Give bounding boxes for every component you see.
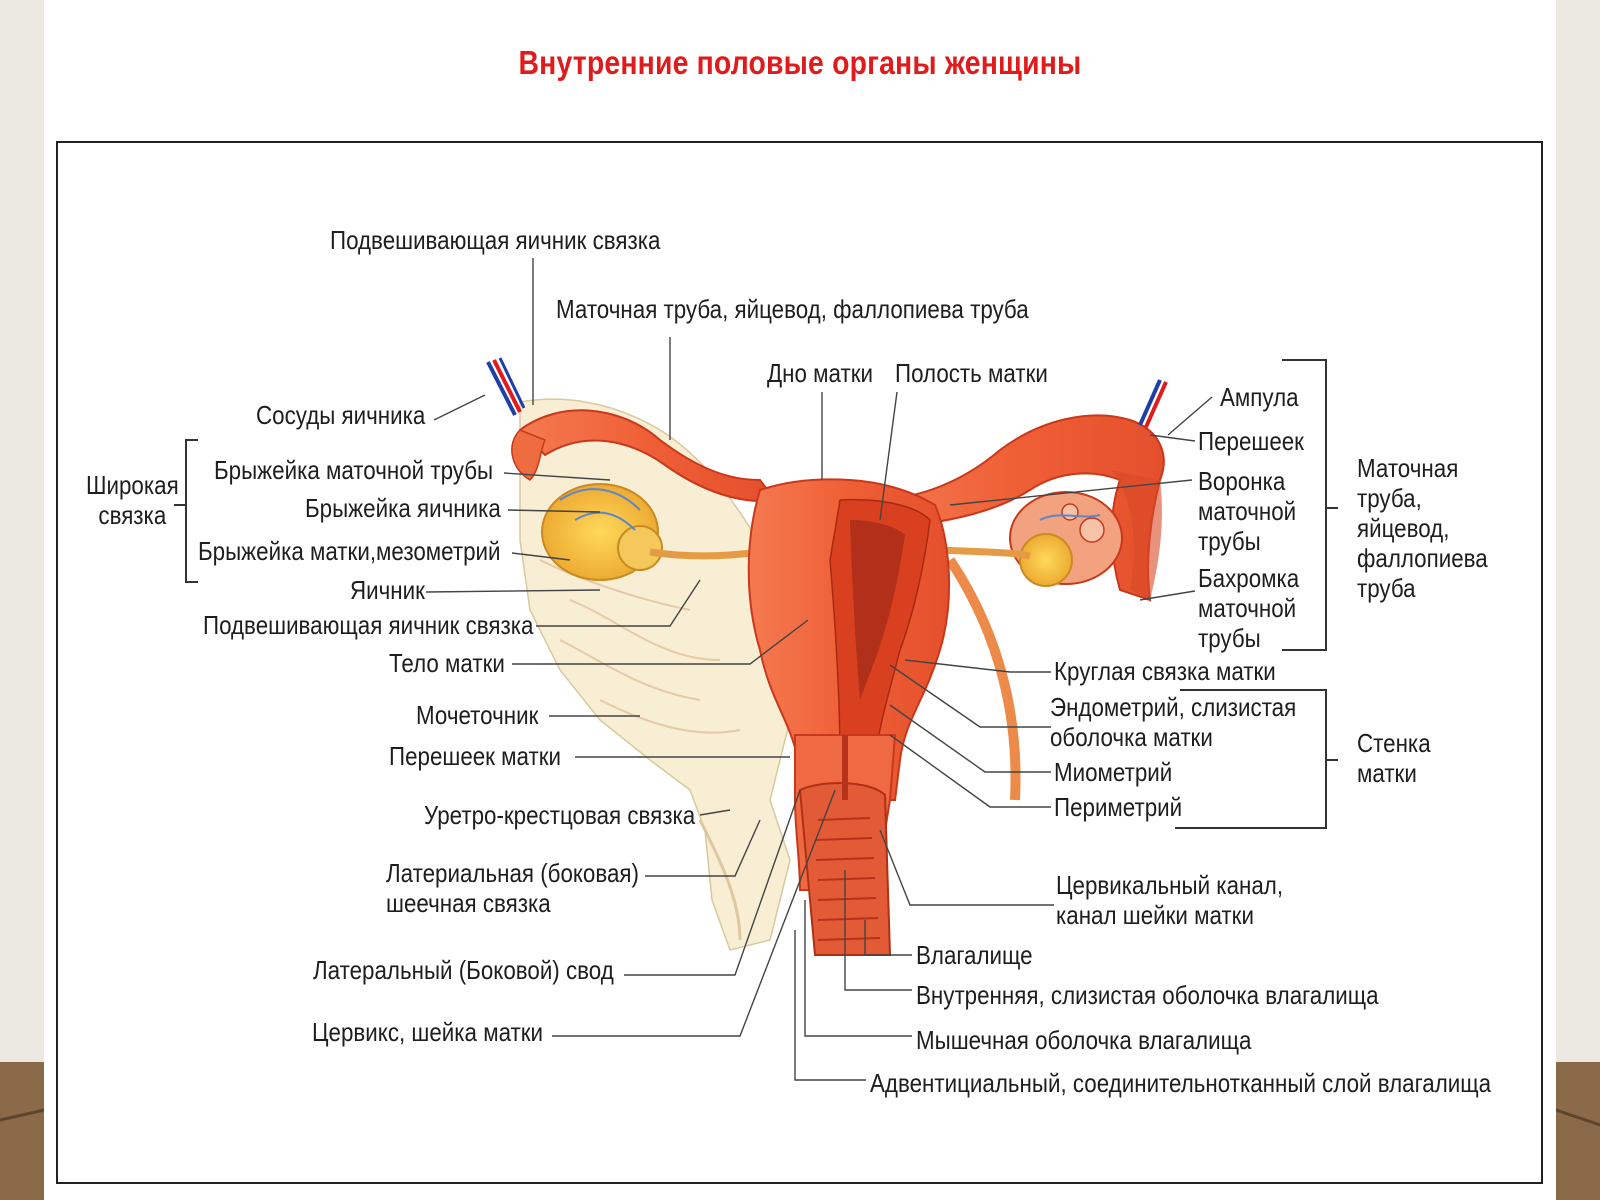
label-uterine-isthmus: Перешеек матки bbox=[389, 741, 562, 771]
label-ampulla: Ампула bbox=[1220, 382, 1299, 412]
label-uterine-cavity: Полость матки bbox=[895, 358, 1048, 388]
label-round-ligament: Круглая связка матки bbox=[1054, 656, 1276, 686]
label-cervix: Цервикс, шейка матки bbox=[312, 1017, 544, 1047]
label-lateral-fornix: Латеральный (Боковой) свод bbox=[313, 955, 614, 985]
label-lateral-cervical-ligament: Латериальная (боковая) шеечная связка bbox=[386, 858, 639, 918]
label-broad-ligament: Широкая связка bbox=[86, 470, 179, 530]
label-vagina: Влагалище bbox=[916, 940, 1033, 970]
label-mesosalpinx: Брыжейка маточной трубы bbox=[214, 455, 494, 485]
label-uterosacral-ligament: Уретро-крестцовая связка bbox=[424, 800, 696, 830]
label-mesovarium: Брыжейка яичника bbox=[305, 493, 501, 523]
label-vaginal-muscle: Мышечная оболочка влагалища bbox=[916, 1025, 1252, 1055]
label-fallopian-tube-top: Маточная труба, яйцевод, фаллопиева труба bbox=[556, 294, 1029, 324]
label-uterus-body: Тело матки bbox=[389, 648, 505, 678]
label-infundibulum: Воронка маточной трубы bbox=[1198, 466, 1297, 556]
label-uterine-wall-group: Стенка матки bbox=[1357, 728, 1431, 788]
label-fimbriae: Бахромка маточной трубы bbox=[1198, 563, 1300, 653]
page-title: Внутренние половые органы женщины bbox=[518, 44, 1082, 81]
label-tube-isthmus: Перешеек bbox=[1198, 426, 1304, 456]
label-endometrium: Эндометрий, слизистая оболочка матки bbox=[1050, 692, 1297, 752]
label-perimetrium: Периметрий bbox=[1054, 792, 1183, 822]
label-ureter: Мочеточник bbox=[416, 700, 539, 730]
label-vaginal-adventitia: Адвентициальный, соединительнотканный слой влагалища bbox=[870, 1068, 1492, 1098]
round-ligament bbox=[950, 560, 1016, 800]
label-mesometrium: Брыжейка матки,мезометрий bbox=[198, 536, 501, 566]
label-fallopian-tube-group: Маточная труба, яйцевод, фаллопиева труба bbox=[1357, 453, 1488, 603]
label-ovary: Яичник bbox=[350, 575, 425, 605]
label-myometrium: Миометрий bbox=[1054, 757, 1173, 787]
label-fundus: Дно матки bbox=[767, 358, 873, 388]
label-cervical-canal: Цервикальный канал, канал шейки матки bbox=[1056, 870, 1284, 930]
label-vaginal-mucosa: Внутренняя, слизистая оболочка влагалища bbox=[916, 980, 1379, 1010]
label-suspensory-ligament-top: Подвешивающая яичник связка bbox=[330, 225, 661, 255]
label-suspensory-ligament-left: Подвешивающая яичник связка bbox=[203, 610, 534, 640]
label-ovarian-vessels: Сосуды яичника bbox=[256, 400, 426, 430]
